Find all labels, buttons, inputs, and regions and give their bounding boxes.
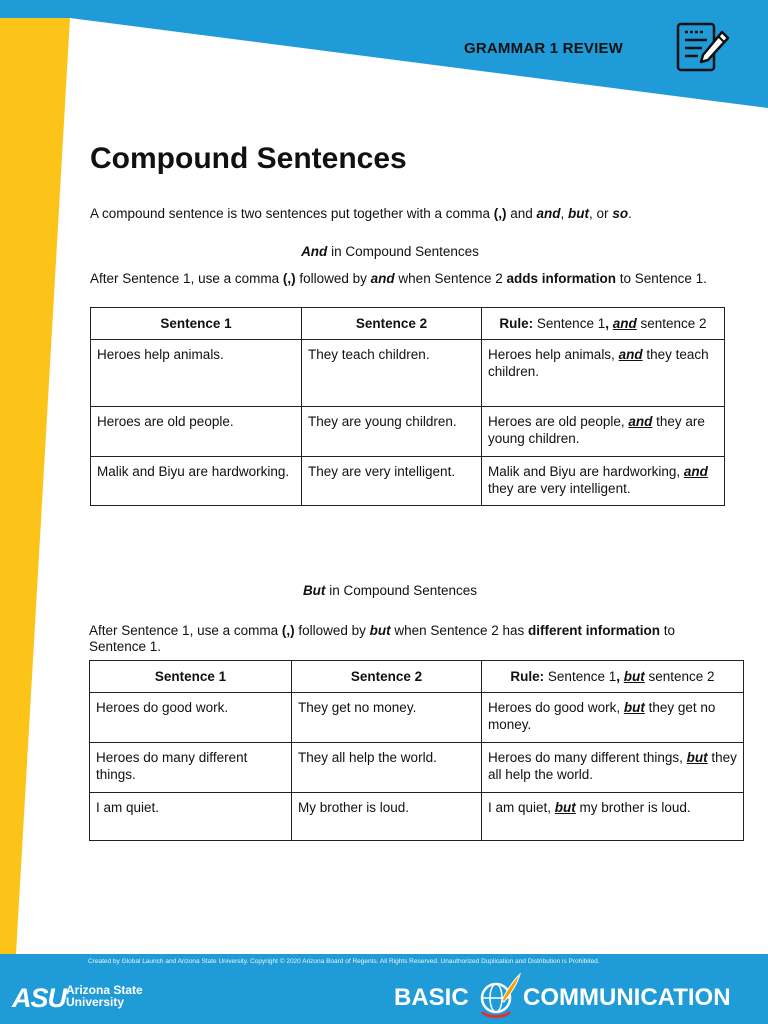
sentence1-cell: Heroes help animals. — [91, 340, 302, 407]
brand-communication: COMMUNICATION — [523, 984, 731, 1011]
and-section-heading: And in Compound Sentences — [301, 244, 479, 259]
rule-cell: Heroes help animals, and they teach children. — [482, 340, 725, 407]
table-row — [91, 457, 725, 506]
globe-quill-icon — [474, 970, 524, 1020]
column-header: Sentence 2 — [292, 661, 482, 693]
sentence2-cell: They are young children. — [302, 407, 482, 457]
rule-cell: Heroes do good work, but they get no money. — [482, 693, 744, 743]
asu-name: Arizona State University — [66, 983, 143, 1009]
column-header: Sentence 1 — [90, 661, 292, 693]
sentence1-cell: Heroes are old people. — [91, 407, 302, 457]
asu-logo: ASU — [12, 983, 67, 1013]
sentence1-cell: Malik and Biyu are hardworking. — [91, 457, 302, 506]
sentence2-cell: They are very intelligent. — [302, 457, 482, 506]
but-section-heading: But in Compound Sentences — [302, 583, 478, 598]
worksheet-pencil-icon — [672, 20, 732, 76]
but-examples-table — [89, 660, 744, 841]
rule-cell: Heroes do many different things, but they all help the world. — [482, 743, 744, 793]
sentence1-cell: I am quiet. — [90, 793, 292, 841]
and-examples-table — [90, 307, 725, 506]
table-header-row — [90, 661, 744, 693]
sentence2-cell: They all help the world. — [292, 743, 482, 793]
table-row — [90, 693, 744, 743]
table-row — [91, 407, 725, 457]
sentence2-cell: They get no money. — [292, 693, 482, 743]
column-header: Sentence 2 — [302, 308, 482, 340]
table-header-row — [91, 308, 725, 340]
table-row — [91, 340, 725, 407]
but-section-rule: After Sentence 1, use a comma (,) followed by but when Sentence 2 has different information to Sentence 1. — [89, 623, 676, 654]
sentence1-cell: Heroes do good work. — [90, 693, 292, 743]
copyright-notice: Created by Global Launch and Arizona State University. Copyright © 2020 Arizona Board of Regents. All Rights Reserved. Unauthorized Duplication and Distribution is Prohibited. — [88, 958, 600, 965]
rule-cell: Malik and Biyu are hardworking, and they are very intelligent. — [482, 457, 725, 506]
page-title: Compound Sentences — [90, 142, 407, 175]
sentence2-cell: My brother is loud. — [292, 793, 482, 841]
and-section-rule: After Sentence 1, use a comma (,) followed by and when Sentence 2 adds information to Sentence 1. — [90, 271, 707, 286]
header-title: GRAMMAR 1 REVIEW — [464, 40, 624, 57]
column-header: Sentence 1 — [91, 308, 302, 340]
sentence2-cell: They teach children. — [302, 340, 482, 407]
rule-cell: I am quiet, but my brother is loud. — [482, 793, 744, 841]
table-row — [90, 793, 744, 841]
left-yellow-band — [0, 18, 70, 954]
intro-paragraph: A compound sentence is two sentences put together with a comma (,) and and, but, or so. — [90, 206, 632, 221]
column-header: Rule: Sentence 1, but sentence 2 — [482, 661, 744, 693]
sentence1-cell: Heroes do many different things. — [90, 743, 292, 793]
rule-cell: Heroes are old people, and they are young children. — [482, 407, 725, 457]
top-blue-band — [0, 0, 768, 108]
column-header: Rule: Sentence 1, and sentence 2 — [482, 308, 725, 340]
table-row — [90, 743, 744, 793]
brand-basic: BASIC — [394, 984, 469, 1011]
